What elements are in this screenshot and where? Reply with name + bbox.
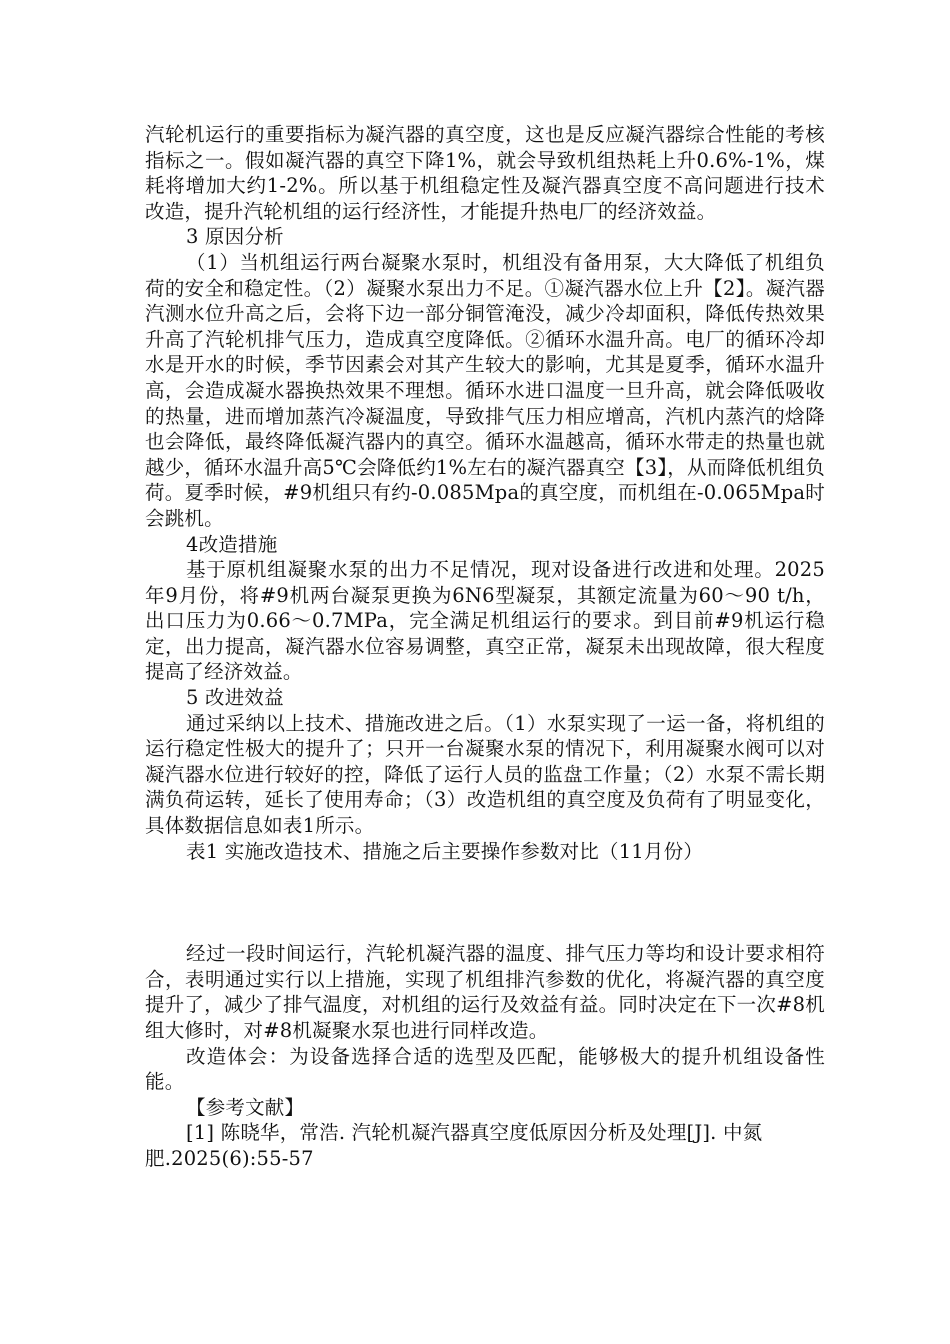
section-heading-5: 5 改进效益 — [186, 686, 284, 710]
paragraph-measures: 基于原机组凝聚水泵的出力不足情况，现对设备进行改进和处理。2025年9月份，将#9机两台凝泵更换为6N6型凝泵，其额定流量为60～90 t/h，出口压力为0.66～0.7MPa，完全满足机组运行的要求。到目前#9机运行稳定，出力提高，凝汽器水位容易调整，真空正常，凝泵未出现故障，很大程度提高了经济效益。 — [145, 558, 825, 684]
table-placeholder — [145, 864, 825, 941]
table-caption: 表1 实施改造技术、措施之后主要操作参数对比（11月份） — [186, 839, 704, 863]
reference-item: [1] 陈晓华，常浩. 汽轮机凝汽器真空度低原因分析及处理[J]. 中氮肥.2025(6):55-57 — [145, 1121, 763, 1170]
paragraph-result: 经过一段时间运行，汽轮机凝汽器的温度、排气压力等均和设计要求相符合，表明通过实行以上措施，实现了机组排汽参数的优化，将凝汽器的真空度提升了，减少了排气温度，对机组的运行及效益有益。同时决定在下一次#8机组大修时，对#8机凝聚水泵也进行同样改造。 — [145, 942, 825, 1042]
section-heading-3: 3 原因分析 — [186, 225, 284, 249]
paragraph-cause-analysis: （1）当机组运行两台凝聚水泵时，机组没有备用泵，大大降低了机组负荷的安全和稳定性。（2）凝聚水泵出力不足。①凝汽器水位上升【2】。凝汽器汽测水位升高之后，会将下边一部分铜管淹没，减少冷却面积，降低传热效果升高了汽轮机排气压力，造成真空度降低。②循环水温升高。电厂的循环冷却水是开水的时候，季节因素会对其产生较大的影响，尤其是夏季，循环水温升高，会造成凝水器换热效果不理想。循环水进口温度一旦升高，就会降低吸收的热量，进而增加蒸汽冷凝温度，导致排气压力相应增高，汽机内蒸汽的焓降也会降低，最终降低凝汽器内的真空。循环水温越高，循环水带走的热量也就越少，循环水温升高5℃会降低约1%左右的凝汽器真空【3】，从而降低机组负荷。夏季时候，#9机组只有约-0.085Mpa的真空度，而机组在-0.065Mpa时会跳机。 — [145, 250, 825, 530]
paragraph-intro: 汽轮机运行的重要指标为凝汽器的真空度，这也是反应凝汽器综合性能的考核指标之一。假如凝汽器的真空下降1%，就会导致机组热耗上升0.6%-1%，煤耗将增加大约1-2%。所以基于机组稳定性及凝汽器真空度不高问题进行技术改造，提升汽轮机组的运行经济性，才能提升热电厂的经济效益。 — [145, 123, 825, 223]
paragraph-benefits: 通过采纳以上技术、措施改进之后。（1）水泵实现了一运一备，将机组的运行稳定性极大的提升了；只开一台凝聚水泵的情况下，利用凝聚水阀可以对凝汽器水位进行较好的控，降低了运行人员的监盘工作量；（2）水泵不需长期满负荷运转，延长了使用寿命；（3）改造机组的真空度及负荷有了明显变化，具体数据信息如表1所示。 — [145, 711, 825, 838]
paragraph-experience: 改造体会：为设备选择合适的选型及匹配，能够极大的提升机组设备性能。 — [145, 1044, 825, 1094]
document-body — [145, 122, 825, 1172]
section-heading-4: 4改造措施 — [186, 532, 278, 556]
references-heading: 【参考文献】 — [186, 1095, 305, 1119]
